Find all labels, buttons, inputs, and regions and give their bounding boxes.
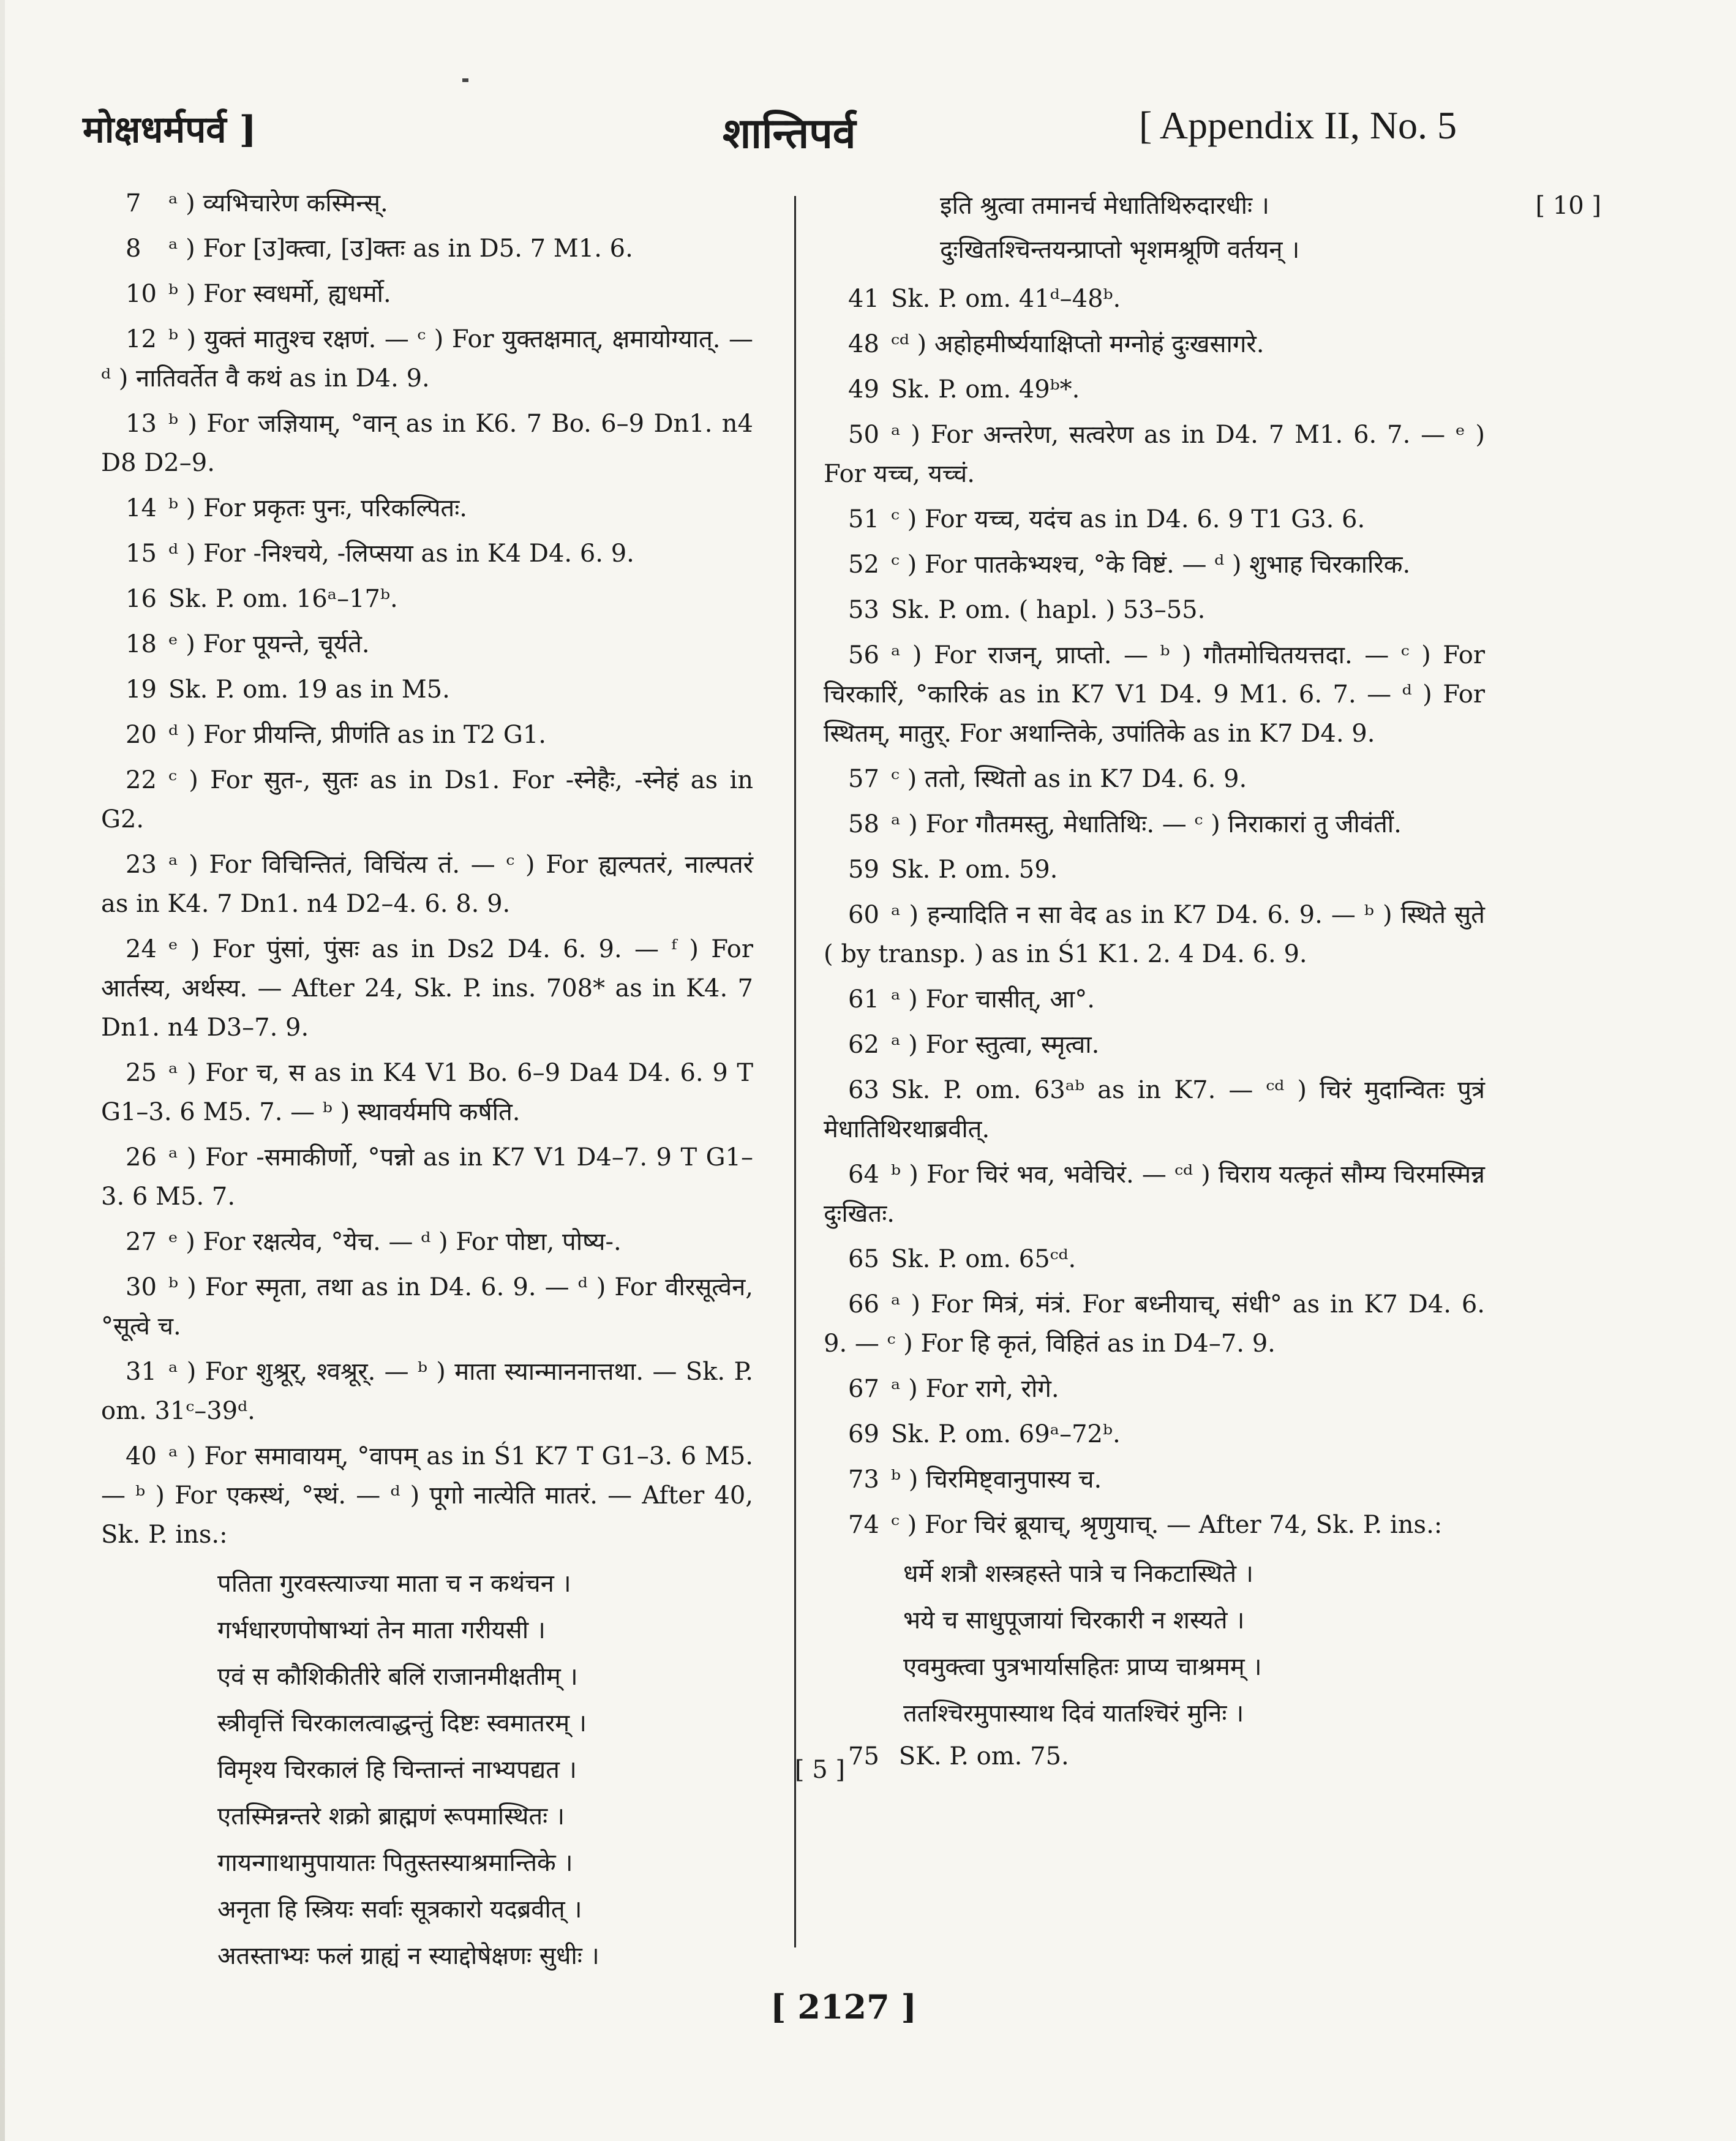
note-text: ᵈ ) For -निश्चये, -लिप्सया as in K4 D4. 6. 9.	[168, 540, 634, 568]
note	[824, 980, 1485, 1019]
verse-text: एवं स कौशिकीतीरे बलिं राजानमीक्षतीम् ।	[217, 1663, 578, 1691]
left-inserted-verses	[101, 1560, 845, 1979]
verse-text: भये च साधुपूजायां चिरकारी न शस्यते ।	[903, 1606, 1245, 1635]
note	[824, 805, 1485, 844]
verse-line	[217, 1560, 753, 1607]
note-text: Sk. P. om. 41ᵈ–48ᵇ.	[891, 285, 1121, 313]
note	[824, 500, 1485, 539]
note-text: ᵃ ) For [उ]क्त्वा, [उ]क्तः as in D5. 7 M1. 6.	[168, 235, 633, 263]
note	[101, 1222, 753, 1262]
note	[824, 1369, 1485, 1409]
verse-line	[903, 1690, 1485, 1737]
note-number: 59	[848, 856, 879, 884]
note-number: 12	[126, 325, 157, 353]
right-column	[824, 184, 1601, 1782]
verse-line	[217, 1933, 753, 1979]
note	[101, 1053, 753, 1132]
verse-text: एतस्मिन्नन्तरे शक्रो ब्राह्मणं रूपमास्थितः ।	[217, 1802, 565, 1831]
note-text: ᵃ ) For चासीत्, आ°.	[891, 985, 1095, 1014]
verse-text: पतिता गुरवस्त्याज्या माता च न कथंचन ।	[217, 1570, 571, 1598]
verse-line	[217, 1654, 753, 1700]
note-text: Sk. P. om. 59.	[891, 856, 1058, 884]
verse-line	[940, 184, 1601, 228]
verse-number-mark: [ 5 ]	[794, 1756, 845, 1784]
note	[101, 404, 753, 483]
note-text: ᵃ ) For राजन्, प्राप्तो. — ᵇ ) गौतमोचितयत्तदा. — ᶜ ) For चिरकारिं, °कारिकं as in K7 V1 D4. 9 M1. 6. 7. — ᵈ ) For स्थितम्, मातुर्. For अथान्तिके, उपांतिके as in K7 D4. 9.	[824, 641, 1485, 748]
verse-line	[940, 228, 1485, 272]
note-number: 16	[126, 585, 157, 613]
right-notes-list	[824, 279, 1485, 1545]
note-text: ᵇ ) For जज्ञियाम्, °वान् as in K6. 7 Bo. 6–9 Dn1. n4 D8 D2–9.	[101, 410, 753, 477]
note-number: 52	[848, 551, 879, 579]
note	[101, 579, 753, 619]
note-text: ᵇ ) युक्तं मातुश्च रक्षणं. — ᶜ ) For युक्तक्षमात्, क्षमायोग्यात्. — ᵈ ) नातिवर्तेत वै कथं as in D4. 9.	[101, 325, 753, 393]
header-section-title: मोक्षधर्मपर्व ]	[83, 108, 257, 151]
note-number: 65	[848, 1245, 879, 1273]
verse-line	[217, 1793, 753, 1840]
note	[101, 229, 753, 268]
page-number: [ 2127 ]	[770, 1987, 917, 2026]
note-text: ᵃ ) For स्तुत्वा, स्मृत्वा.	[891, 1031, 1100, 1059]
note	[824, 1737, 1485, 1776]
left-column	[101, 184, 845, 1979]
note	[824, 1240, 1485, 1279]
note-text: ᵃ ) For गौतमस्तु, मेधातिथिः. — ᶜ ) निराकारां तु जीवंतीं.	[891, 810, 1402, 838]
note	[101, 274, 753, 314]
note-number: 48	[848, 330, 879, 358]
note-text: ᶜ ) For यच्च, यदंच as in D4. 6. 9 T1 G3. 6.	[891, 505, 1366, 533]
note-text: ᵇ ) For स्वधर्मो, ह्यधर्मो.	[168, 280, 391, 308]
note	[101, 761, 753, 839]
note-text: ᵃ ) For रागे, रोगे.	[891, 1375, 1059, 1403]
column-divider	[794, 196, 796, 1947]
note	[101, 930, 753, 1047]
note	[824, 636, 1485, 753]
note-number: 61	[848, 985, 879, 1014]
note-text: ᶜᵈ ) अहोहमीर्ष्ययाक्षिप्तो मग्नोहं दुःखसागरे.	[891, 330, 1264, 358]
note-number: 13	[126, 410, 157, 438]
note-text: ᵈ ) For प्रीयन्ति, प्रीणंति as in T2 G1.	[168, 721, 546, 749]
note-text: ᵇ ) चिरमिष्ट्वानुपास्य च.	[891, 1466, 1102, 1494]
note	[101, 715, 753, 754]
verse-line	[903, 1597, 1485, 1644]
note-text: Sk. P. om. ( hapl. ) 53–55.	[891, 596, 1206, 624]
note	[101, 1268, 753, 1346]
right-inserted-verses	[824, 1551, 1485, 1737]
note-number: 57	[848, 765, 879, 793]
note	[101, 1138, 753, 1216]
note-text: ᵃ ) For शुश्रूर्, श्वश्रूर्. — ᵇ ) माता स्यान्माननात्तथा. — Sk. P. om. 31ᶜ–39ᵈ.	[101, 1358, 753, 1425]
note-number: 26	[126, 1143, 157, 1172]
note	[824, 370, 1485, 409]
note-number: 62	[848, 1031, 879, 1059]
note-number: 10	[126, 280, 157, 308]
verse-text: धर्मे शत्रौ शस्त्रहस्ते पात्रे च निकटास्थिते ।	[903, 1560, 1253, 1588]
note-number: 14	[126, 494, 157, 522]
note-text: ᵇ ) For प्रकृतः पुनः, परिकल्पितः.	[168, 494, 468, 522]
scan-edge	[0, 0, 5, 2141]
note-text: Sk. P. om. 69ᵃ–72ᵇ.	[891, 1420, 1121, 1448]
note-text: ᵃ ) For विचिन्तितं, विचिंत्य तं. — ᶜ ) For ह्यल्पतरं, नाल्पतरं as in K4. 7 Dn1. n4 D2–4. 6. 8. 9.	[101, 851, 753, 918]
note-text: Sk. P. om. 49ᵇ*.	[891, 375, 1080, 404]
note-number: 22	[126, 766, 157, 794]
verse-line	[903, 1551, 1485, 1597]
note-text: ᵃ ) For च, स as in K4 V1 Bo. 6–9 Da4 D4. 6. 9 T G1–3. 6 M5. 7. — ᵇ ) स्थावर्यमपि कर्षति.	[101, 1059, 753, 1126]
verse-line	[217, 1700, 753, 1747]
verse-text: स्त्रीवृत्तिं चिरकालत्वाद्धन्तुं दिष्टः स्वमातरम् ।	[217, 1709, 587, 1737]
header-appendix-label: [ Appendix II, No. 5	[1139, 103, 1457, 147]
note-number: 19	[126, 675, 157, 704]
verse-line	[903, 1644, 1485, 1690]
verse-text: गायन्गाथामुपायातः पितुस्तस्याश्रमान्तिके ।	[217, 1849, 573, 1877]
left-notes-list	[101, 184, 753, 1554]
note-text: ᶜ ) For पातकेभ्यश्च, °के विष्टं. — ᵈ ) शुभाह चिरकारिक.	[891, 551, 1411, 579]
note-number: 51	[848, 505, 879, 533]
scan-mark	[462, 78, 468, 82]
note-number: 40	[126, 1442, 157, 1470]
note	[824, 1285, 1485, 1363]
note-number: 41	[848, 285, 879, 313]
note-number: 58	[848, 810, 879, 838]
note-number: 18	[126, 630, 157, 658]
note-text: ᵃ ) For अन्तरेण, सत्वरेण as in D4. 7 M1. 6. 7. — ᵉ ) For यच्च, यच्चं.	[824, 421, 1485, 488]
verse-text: ततश्चिरमुपास्याथ दिवं यातश्चिरं मुनिः ।	[903, 1699, 1244, 1728]
note-number: 74	[848, 1511, 879, 1539]
note-text: ᵉ ) For पुंसां, पुंसः as in Ds2 D4. 6. 9. — ᶠ ) For आर्तस्य, अर्थस्य. — After 24, Sk. P. ins. 708* as in K4. 7 Dn1. n4 D3–7. 9.	[101, 935, 753, 1042]
note-text: ᵃ ) For समावायम्, °वापम् as in Ś1 K7 T G1–3. 6 M5. — ᵇ ) For एकस्थं, °स्थं. — ᵈ ) पूगो नात्येति मातरं. — After 40, Sk. P. ins.:	[101, 1442, 753, 1549]
note-number: 8	[126, 235, 141, 263]
note	[824, 850, 1485, 889]
note	[101, 320, 753, 398]
verse-text: विमृश्य चिरकालं हि चिन्तान्तं नाभ्यपद्यत ।	[217, 1756, 577, 1784]
note	[824, 545, 1485, 584]
note	[824, 279, 1485, 318]
note-text: ᵃ ) हन्यादिति न सा वेद as in K7 D4. 6. 9. — ᵇ ) स्थिते सुते ( by transp. ) as in Ś1 K1. 2. 4 D4. 6. 9.	[824, 901, 1485, 968]
note-text: Sk. P. om. 16ᵃ–17ᵇ.	[168, 585, 398, 613]
note-number: 64	[848, 1161, 879, 1189]
note-number: 67	[848, 1375, 879, 1403]
note-text: ᵉ ) For रक्षत्येव, °येच. — ᵈ ) For पोष्टा, पोष्य-.	[168, 1228, 622, 1256]
note-text: SK. P. om. 75.	[898, 1742, 1069, 1770]
note-number: 73	[848, 1466, 879, 1494]
note-text: ᶜ ) ततो, स्थितो as in K7 D4. 6. 9.	[891, 765, 1247, 793]
note-number: 50	[848, 421, 879, 449]
verse-line	[217, 1607, 753, 1654]
note-number: 49	[848, 375, 879, 404]
note-number: 66	[848, 1290, 879, 1319]
note-text: Sk. P. om. 65ᶜᵈ.	[891, 1245, 1077, 1273]
note-text: ᶜ ) For चिरं ब्रूयाच्, श्रृणुयाच्. — After 74, Sk. P. ins.:	[891, 1511, 1443, 1539]
verse-line	[217, 1886, 753, 1933]
note-number: 15	[126, 540, 157, 568]
verse-line	[217, 1747, 845, 1793]
note	[824, 895, 1485, 974]
verse-text: अतस्ताभ्यः फलं ग्राह्यं न स्याद्दोषेक्षणः सुधीः ।	[217, 1942, 599, 1970]
note	[101, 534, 753, 573]
note	[824, 1025, 1485, 1064]
note-number: 30	[126, 1273, 157, 1301]
note	[101, 670, 753, 709]
note	[101, 845, 753, 924]
note	[101, 489, 753, 528]
verse-text: अनृता हि स्त्रियः सर्वाः सूत्रकारो यदब्रवीत् ।	[217, 1895, 582, 1924]
note	[824, 759, 1485, 799]
note-number: 7	[126, 189, 141, 217]
note-text: ᵃ ) For मित्रं, मंत्रं. For बध्नीयाच्, संधी° as in K7 D4. 6. 9. — ᶜ ) For हि कृतं, विहितं as in D4–7. 9.	[824, 1290, 1485, 1358]
note-number: 75	[848, 1742, 879, 1770]
note-number: 27	[126, 1228, 157, 1256]
verse-text: दुःखितश्चिन्तयन्प्राप्तो भृशमश्रूणि वर्तयन् ।	[940, 236, 1300, 264]
note-text: ᵇ ) For चिरं भव, भवेचिरं. — ᶜᵈ ) चिराय यत्कृतं सौम्य चिरमस्मिन्न दुःखितः.	[824, 1161, 1485, 1228]
verse-line	[217, 1840, 753, 1886]
note-text: ᵃ ) व्यभिचारेण कस्मिन्स्.	[168, 189, 388, 217]
verse-text: एवमुक्त्वा पुत्रभार्यासहितः प्राप्य चाश्रमम् ।	[903, 1653, 1262, 1681]
note-number: 63	[848, 1076, 879, 1104]
note	[824, 1070, 1485, 1149]
note	[824, 590, 1485, 630]
note-text: ᶜ ) For सुत-, सुतः as in Ds1. For -स्नेहैः, -स्नेहं as in G2.	[101, 766, 753, 833]
note-text: ᵃ ) For -समाकीर्णो, °पन्नो as in K7 V1 D4–7. 9 T G1–3. 6 M5. 7.	[101, 1143, 753, 1211]
note	[824, 415, 1485, 494]
note-text: Sk. P. om. 63ᵃᵇ as in K7. — ᶜᵈ ) चिरं मुदान्वितः पुत्रं मेधातिथिरथाब्रवीत्.	[824, 1076, 1485, 1143]
verse-text: इति श्रुत्वा तमानर्च मेधातिथिरुदारधीः ।	[940, 192, 1269, 220]
note-number: 31	[126, 1358, 157, 1386]
note	[101, 1437, 753, 1554]
note	[824, 1505, 1485, 1545]
note	[824, 1415, 1485, 1454]
note-number: 20	[126, 721, 157, 749]
note	[101, 625, 753, 664]
note-number: 69	[848, 1420, 879, 1448]
verse-number-mark: [ 10 ]	[1535, 192, 1601, 220]
note-number: 23	[126, 851, 157, 879]
note-number: 56	[848, 641, 879, 669]
note	[101, 1352, 753, 1431]
note-number: 24	[126, 935, 157, 963]
note	[824, 1460, 1485, 1499]
note-number: 60	[848, 901, 879, 929]
right-top-verses	[824, 184, 1601, 272]
note	[101, 184, 753, 223]
page-number-footer	[0, 1987, 1736, 2026]
note-text: Sk. P. om. 19 as in M5.	[168, 675, 450, 704]
note-text: ᵇ ) For स्मृता, तथा as in D4. 6. 9. — ᵈ ) For वीरसूत्वेन, °सूत्वे च.	[101, 1273, 753, 1341]
note	[824, 325, 1485, 364]
verse-text: गर्भधारणपोषाभ्यां तेन माता गरीयसी ।	[217, 1616, 546, 1644]
header-parva-title: शान्तिपर्व	[723, 109, 856, 158]
note-number: 53	[848, 596, 879, 624]
note-text: ᵉ ) For पूयन्ते, चूर्यते.	[168, 630, 370, 658]
note-number: 25	[126, 1059, 157, 1087]
note	[824, 1155, 1485, 1233]
